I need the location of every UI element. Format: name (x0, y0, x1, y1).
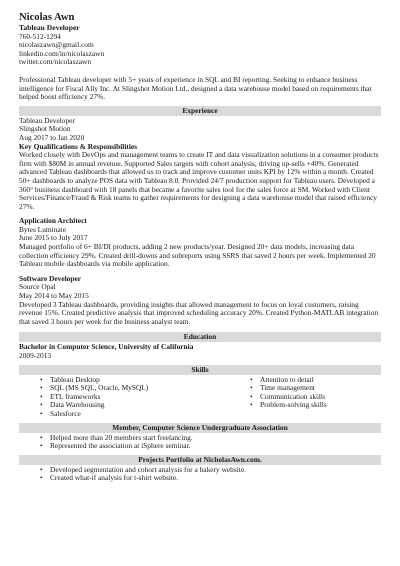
phone-number: 760-512-1294 (19, 31, 61, 41)
job-subheading: Key Qualifications & Responsibilities (19, 141, 138, 151)
projects-list (19, 466, 381, 483)
candidate-title: Tableau Developer (19, 23, 80, 32)
job-company: Slingshot Motion (19, 124, 71, 134)
skill-item: • Time management (250, 384, 327, 393)
skill-item: • Salesforce (40, 410, 250, 419)
project-item: • Developed segmentation and cohort analysis for a bakery website. (40, 466, 381, 475)
skill-item: • Data Warehousing (40, 401, 250, 410)
job-dates: June 2015 to July 2017 (19, 233, 88, 243)
education-heading: Education (19, 332, 381, 342)
skills-list (19, 376, 381, 419)
job-dates: May 2014 to May 2015 (19, 291, 89, 301)
skills-heading: Skills (19, 365, 381, 375)
job-title: Application Architect (19, 216, 87, 226)
degree: Bachelor in Computer Science, University of California (19, 342, 194, 352)
resume-header (19, 12, 381, 67)
email-address[interactable]: nicolaszawn@gmail.com (19, 40, 94, 50)
job-entry (19, 275, 381, 327)
job-entry (19, 217, 381, 269)
candidate-name: Nicolas Awn (19, 12, 75, 23)
project-item: • Created what-if analysis for t-shirt website. (40, 474, 381, 483)
summary-paragraph: Professional Tableau developer with 5+ years of experience in SQL and BI reporting. Seeking to enhance business intelligence for Fiscal Ally Inc. At Slingshot Motion Ltd., designed a data warehouse model based on requirements that helped boost efficiency 27%. (19, 74, 372, 102)
skill-item: • ETL frameworks (40, 393, 250, 402)
experience-heading: Experience (19, 106, 381, 116)
projects-heading: Projects Portfolio at NicholasAwn.com. (19, 455, 381, 465)
job-company: Source Opal (19, 282, 56, 292)
job-company: Bytes Luminate (19, 224, 67, 234)
skills-left-column (19, 376, 250, 419)
membership-item: • Represented the association at iSphere seminar. (40, 442, 381, 451)
twitter-link[interactable]: twitter.com/nicolaszawn (19, 57, 92, 67)
job-description: Managed portfolio of 6+ BI/DI products, adding 2 new products/year. Designed 20+ data models, increasing data collection efficiency 29%. Created drill-downs and subreports using SSRS that saved 2 hours per week. Implemented 20 Tableau mobile dashboards via mobile application. (19, 242, 376, 269)
skill-item: • Problem-solving skills (250, 401, 327, 410)
linkedin-link[interactable]: linkedin.com/in/nicolaszawn (19, 48, 105, 58)
skills-right-column (250, 376, 327, 419)
job-dates: Aug 2017 to Jan 2020 (19, 132, 85, 142)
membership-item: • Helped more than 20 members start freelancing. (40, 434, 381, 443)
job-title: Software Developer (19, 273, 82, 283)
job-description: Developed 3 Tableau dashboards, providing insights that allowed management to focus on loyal customers, raising revenue 15%. Created predictive analysis that improved scheduling accuracy 20%. Created Python-MATLAB integration that saved 3 hours per week for the business analyst team. (19, 299, 379, 326)
education-years: 2009-2013 (19, 351, 52, 360)
skill-item: • Communication skills (250, 393, 327, 402)
job-description: Worked closely with DevOps and management teams to create IT and data visualization solutions in a consumer products firm with $80M in annual revenue. Supported Sales targets with cohort analysis, driving up-sells +40%. Generated advanced Tableau dashboards that allowed us to track and improve customer units KPI by 12% within a month. Created 50+ dashboards to analyze POS data with Tableau 8.0. Provided 24/7 production support for Tableau users. Developed a 360° business dashboard with 18 panels that became a favorite sales tool for the sales force at SM. Worked with Client Services/Finance/Fraud & Risk teams to gather requirements for designing a data warehouse model that raised efficiency 27%. (19, 150, 379, 211)
membership-list (19, 434, 381, 451)
skill-item: • Tableau Desktop (40, 376, 250, 385)
skill-item: • SQL (MS SQL, Oracle, MySQL) (40, 384, 250, 393)
education-entry (19, 343, 381, 360)
job-entry (19, 117, 381, 212)
skill-item: • Attention to detail (250, 376, 327, 385)
job-title: Tableau Developer (19, 115, 75, 125)
membership-heading: Member, Computer Science Undergraduate Association (19, 423, 381, 433)
